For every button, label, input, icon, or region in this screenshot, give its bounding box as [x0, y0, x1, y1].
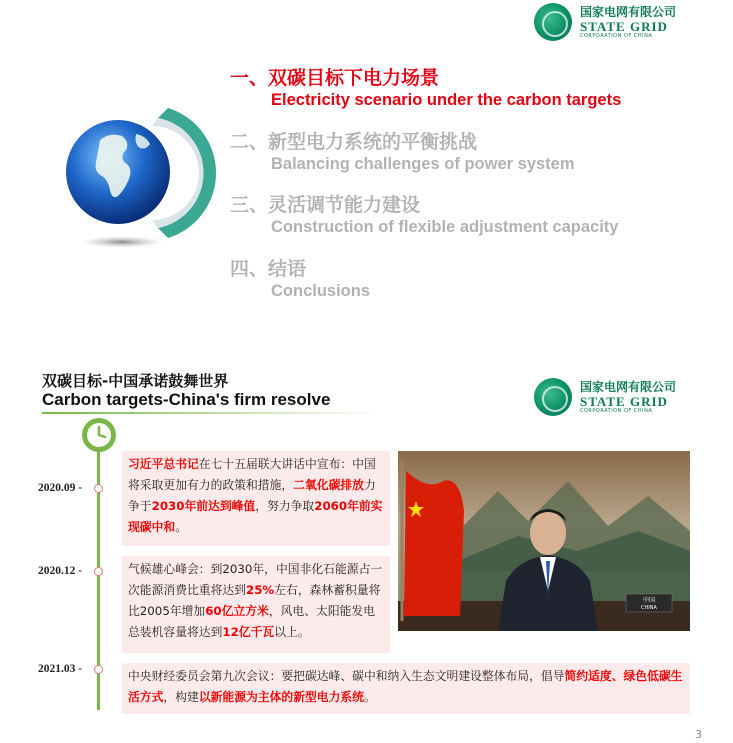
- timeline-dot-1: [94, 484, 103, 493]
- timeline-dot-3: [94, 665, 103, 674]
- box1-highlight-4: 2060年前实现碳中和: [128, 499, 383, 534]
- box2-highlight-1: 25%: [245, 583, 275, 597]
- timeline-date-2: 2020.12 -: [38, 565, 83, 577]
- agenda-item-2-en: Balancing challenges of power system: [271, 155, 575, 173]
- box3-highlight-2: 以新能源为主体的新型电力系统: [198, 690, 364, 704]
- box3-highlight-1: 简约适度、绿色低碳生活方式: [128, 669, 683, 704]
- event-box-2020-09: [122, 451, 390, 546]
- clock-icon: [80, 416, 118, 454]
- title-underline: [42, 412, 382, 414]
- box1-text-1: 在七十五届联大讲话中宣布：中国将采取更加有力的政策和措施，: [128, 457, 376, 492]
- slide2-title-cn: 双碳目标-中国承诺鼓舞世界: [42, 372, 229, 390]
- box2-highlight-2: 60亿立方米: [205, 604, 269, 618]
- box1-text-2: 力争于: [128, 478, 376, 513]
- box1-highlight-2: 二氧化碳排放: [293, 478, 364, 492]
- logo-cn-text-2: 国家电网有限公司: [580, 379, 677, 394]
- agenda-item-1-en: Electricity scenario under the carbon targets: [271, 91, 622, 109]
- logo-sub-text: CORPORATION OF CHINA: [580, 32, 653, 39]
- box1-text-3: ，努力争取: [255, 499, 315, 513]
- agenda-item-3: [230, 193, 618, 237]
- box3-text-3: 。: [363, 690, 376, 704]
- box1-highlight-3: 2030年前达到峰值: [151, 499, 256, 513]
- event-box-2020-12: [122, 556, 390, 653]
- event-box-2021-03: [122, 663, 690, 714]
- timeline-date-3: 2021.03 -: [38, 663, 83, 675]
- logo-en-text-2: STATE GRID: [580, 393, 668, 409]
- agenda-item-1-cn: 一、双碳目标下电力场景: [230, 67, 440, 89]
- agenda-item-3-en: Construction of flexible adjustment capacity: [271, 218, 619, 236]
- agenda-item-4-en: Conclusions: [271, 282, 371, 300]
- state-grid-logo-slide2: [534, 378, 676, 416]
- logo-sub-text-2: CORPORATION OF CHINA: [580, 407, 653, 414]
- box2-text-3: ，风电、太阳能发电总装机容量将达到: [128, 604, 376, 639]
- logo-cn-text: 国家电网有限公司: [580, 4, 677, 19]
- box2-highlight-3: 12亿千瓦: [222, 625, 275, 639]
- box1-text-4: 。: [175, 520, 188, 534]
- slide2-title-en: Carbon targets-China's firm resolve: [42, 390, 331, 409]
- state-grid-emblem-icon: [534, 3, 572, 41]
- logo-en-text: STATE GRID: [580, 18, 668, 34]
- page-number: 3: [695, 728, 702, 741]
- box3-text-2: ，构建: [163, 690, 199, 704]
- state-grid-logo-top: [534, 3, 676, 41]
- globe-icon: [60, 100, 230, 260]
- box1-highlight-1: 习近平总书记: [128, 457, 199, 471]
- timeline-dot-2: [94, 567, 103, 576]
- state-grid-emblem-icon-2: [534, 378, 572, 416]
- agenda-item-1: [230, 66, 621, 110]
- agenda-item-4: [230, 257, 370, 301]
- agenda-item-2-cn: 二、新型电力系统的平衡挑战: [230, 131, 478, 153]
- box3-text-1: 中央财经委员会第九次会议：要把碳达峰、碳中和纳入生态文明建设整体布局，倡导: [128, 669, 565, 683]
- agenda-item-2: [230, 130, 575, 174]
- box2-text-1: 气候雄心峰会：到2030年，中国非化石能源占一次能源消费比重将达到: [128, 562, 383, 597]
- box2-text-4: 以上。: [274, 625, 310, 639]
- agenda-item-4-cn: 四、结语: [230, 258, 307, 280]
- agenda-item-3-cn: 三、灵活调节能力建设: [230, 194, 421, 216]
- box2-text-2: 左右，森林蓄积量将比2005年增加: [128, 583, 381, 618]
- nameplate-en: CHINA: [641, 605, 657, 611]
- speech-photo: [398, 451, 690, 631]
- nameplate-cn: 中国: [642, 597, 656, 604]
- timeline-date-1: 2020.09 -: [38, 482, 83, 494]
